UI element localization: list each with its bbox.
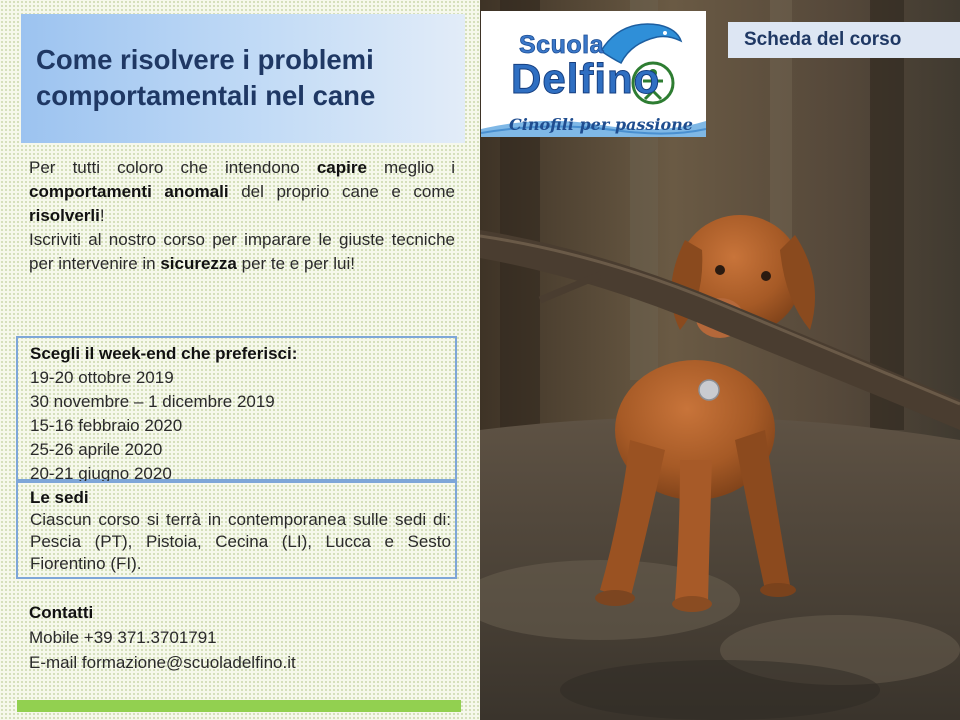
intro-emphasis: sicurezza [160, 254, 237, 273]
contacts-heading: Contatti [29, 603, 94, 622]
intro-text: Iscriviti al nostro corso per imparare le giuste tecniche per intervenire in [29, 230, 455, 273]
weekend-heading: Scegli il week-end che preferisci: [30, 344, 298, 363]
locations-text: Ciascun corso si terrà in contemporanea sulle sedi di: Pescia (PT), Pistoia, Cecina (LI), Lucca e Sesto Fiorentino (FI). [30, 510, 451, 573]
date-item: 25-26 aprile 2020 [30, 440, 163, 459]
intro-emphasis: capire [316, 158, 367, 177]
weekend-dates-box [16, 336, 457, 481]
intro-text: meglio i [366, 158, 455, 177]
logo-line2: Delfino [511, 55, 661, 102]
date-item: 15-16 febbraio 2020 [30, 416, 183, 435]
date-item: 30 novembre – 1 dicembre 2019 [30, 392, 275, 411]
date-list [30, 366, 455, 486]
locations-heading: Le sedi [30, 488, 89, 507]
intro-text: del proprio cane e come [228, 182, 456, 201]
logo-line1: Scuola [519, 31, 604, 59]
intro-emphasis: comportamenti anomali [29, 182, 229, 201]
contacts-block [29, 600, 455, 675]
page-title: Come risolvere i problemi comportamentali nel cane [36, 44, 376, 111]
intro-text: ! [99, 206, 105, 225]
contact-email: E-mail formazione@scuoladelfino.it [29, 653, 296, 672]
date-item: 20-21 giugno 2020 [30, 464, 172, 483]
intro-text: Per tutti coloro che intendono [29, 158, 317, 177]
locations-box [16, 481, 457, 579]
scuola-delfino-logo [481, 11, 706, 137]
intro-text: per te e per lui! [236, 254, 356, 273]
title-block [21, 14, 465, 143]
intro-paragraph [29, 156, 455, 276]
footer-accent-bar [17, 700, 461, 712]
logo-tagline: Cinofili per passione [509, 115, 693, 134]
contact-mobile: Mobile +39 371.3701791 [29, 628, 217, 647]
intro-emphasis: risolverli [29, 206, 100, 225]
course-sheet-badge: Scheda del corso [728, 22, 960, 58]
date-item: 19-20 ottobre 2019 [30, 368, 174, 387]
